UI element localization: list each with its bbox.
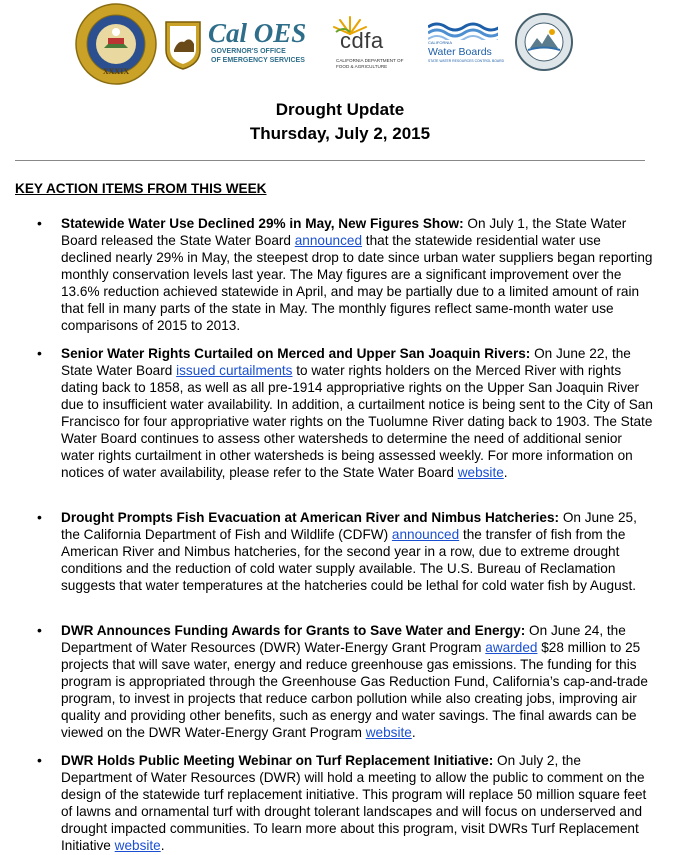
- item-heading: DWR Announces Funding Awards for Grants to Save Water and Energy:: [61, 623, 526, 638]
- cal-oes-badge-icon: [164, 20, 202, 70]
- cdfa-title: cdfa: [340, 28, 384, 53]
- cal-oes-subtitle: [211, 47, 305, 65]
- item-text: .: [411, 725, 416, 740]
- page-date: Thursday, July 2, 2015: [249, 124, 431, 143]
- item-heading: Drought Prompts Fish Evacuation at American River and Nimbus Hatcheries:: [61, 510, 560, 525]
- list-item: [37, 752, 653, 854]
- item-text: On July 1, the State Water Board released the State Water Board: [61, 216, 627, 248]
- item-heading: DWR Holds Public Meeting Webinar on Turf Replacement Initiative:: [61, 753, 494, 768]
- cal-oes-title: Cal OES: [208, 18, 307, 48]
- item-heading: Senior Water Rights Curtailed on Merced and Upper San Joaquin Rivers:: [61, 346, 531, 361]
- water-boards-fine-print: STATE WATER RESOURCES CONTROL BOARD: [428, 59, 505, 63]
- water-boards-small-text: CALIFORNIA: [428, 40, 453, 45]
- announced-link[interactable]: announced: [294, 233, 363, 248]
- item-text: that the statewide residential water use declined nearly 29% in May, the steepest drop to date since urban water suppliers began reporting monthly conservation levels last year. The May figures are a significant improvement over the 13.6% reduction achieved statewide in April, and may be partially due to a limited amount of rain that fell in many parts of the state in May. The monthly figures reflect same-month water use comparisons of 2015 to 2013.: [61, 233, 653, 333]
- item-text: On June 24, the Department of Water Resources (DWR) Water-Energy Grant Program: [61, 623, 626, 655]
- item-text: $28 million to 25 projects that will save water, energy and reduce greenhouse gas emissions. The funding for this program is appropriated through the Greenhouse Gas Reduction Fund, California’s cap-and-trade program, to invest in projects that reduce carbon pollution while also creating jobs, improving air quality and providing other benefits, such as energy and water savings. The final awards can be viewed on the DWR Water-Energy Grant Program: [61, 640, 648, 740]
- item-text: .: [160, 838, 165, 853]
- item-text: On June 22, the State Water Board: [61, 346, 631, 378]
- website-link[interactable]: website: [114, 838, 161, 853]
- list-item: [37, 622, 653, 741]
- cdfa-subtitle: [336, 58, 403, 70]
- water-boards-logo: [428, 22, 504, 70]
- cdfa-subtitle-line1: CALIFORNIA DEPARTMENT OF: [336, 58, 404, 63]
- header-logos: [0, 0, 680, 82]
- issued-curtailments-link[interactable]: issued curtailments: [176, 363, 293, 378]
- list-item: [37, 345, 653, 481]
- cal-oes-subtitle-line2: OF EMERGENCY SERVICES: [211, 57, 305, 64]
- website-link[interactable]: website: [365, 725, 412, 740]
- header-divider: [15, 160, 645, 161]
- cdfa-subtitle-line2: FOOD & AGRICULTURE: [336, 64, 388, 69]
- bullet-icon: •: [37, 345, 42, 361]
- page-title: Drought Update: [275, 100, 405, 119]
- website-link[interactable]: website: [457, 465, 504, 480]
- governor-seal-numeral: XXXIX: [102, 67, 130, 76]
- cal-oes-subtitle-line1: GOVERNOR'S OFFICE: [211, 48, 286, 55]
- waves-icon: [428, 22, 498, 40]
- item-text: the transfer of fish from the American River and Nimbus hatcheries, for the second year in a row, due to extreme drought conditions and the reduction of cold water supply available. The U.S. Bureau of Reclamation suggests that water temperatures at the hatcheries could be lethal for cold water fish by August.: [61, 527, 637, 593]
- item-text: On June 25, the California Department of Fish and Wildlife (CDFW): [61, 510, 637, 542]
- announced-link[interactable]: announced: [391, 527, 460, 542]
- item-text: On July 2, the Department of Water Resources (DWR) will hold a meeting to allow the public to comment on the design of the statewide turf replacement initiative. This program will replace 50 million square feet of lawns and ornamental turf with drought tolerant landscapes and will focus on underserved and drought impacted communities. To learn more about this program, visit DWRs Turf Replacement Initiative: [61, 753, 647, 853]
- item-text: to water rights holders on the Merced River with rights dating back to 1858, as well as all pre-1914 appropriative rights on the Upper San Joaquin River due to insufficient water availability. In addition, a curtailment notice is being sent to the City of San Francisco for four appropriative water rights on the Tuolumne River dating back to 1903. The State Water Board continues to assess other watersheds to determine the need of additional senior water rights curtailment in other watersheds is being assessed weekly. For more information on notices of water availability, please refer to the State Water Board: [61, 363, 653, 480]
- list-item: [37, 509, 653, 594]
- cdfa-logo: [322, 14, 412, 70]
- list-item: [37, 215, 653, 334]
- awarded-link[interactable]: awarded: [485, 640, 538, 655]
- bullet-icon: •: [37, 622, 42, 638]
- water-boards-title: Water Boards: [428, 46, 492, 58]
- item-text: .: [503, 465, 508, 480]
- resources-agency-seal-logo: [514, 12, 574, 72]
- section-heading: KEY ACTION ITEMS FROM THIS WEEK: [15, 181, 267, 196]
- governor-seal-logo: [74, 2, 158, 86]
- item-heading: Statewide Water Use Declined 29% in May, New Figures Show:: [61, 216, 464, 231]
- cal-oes-logo: [208, 18, 308, 68]
- bullet-icon: •: [37, 215, 42, 231]
- bullet-icon: •: [37, 752, 42, 768]
- bullet-icon: •: [37, 509, 42, 525]
